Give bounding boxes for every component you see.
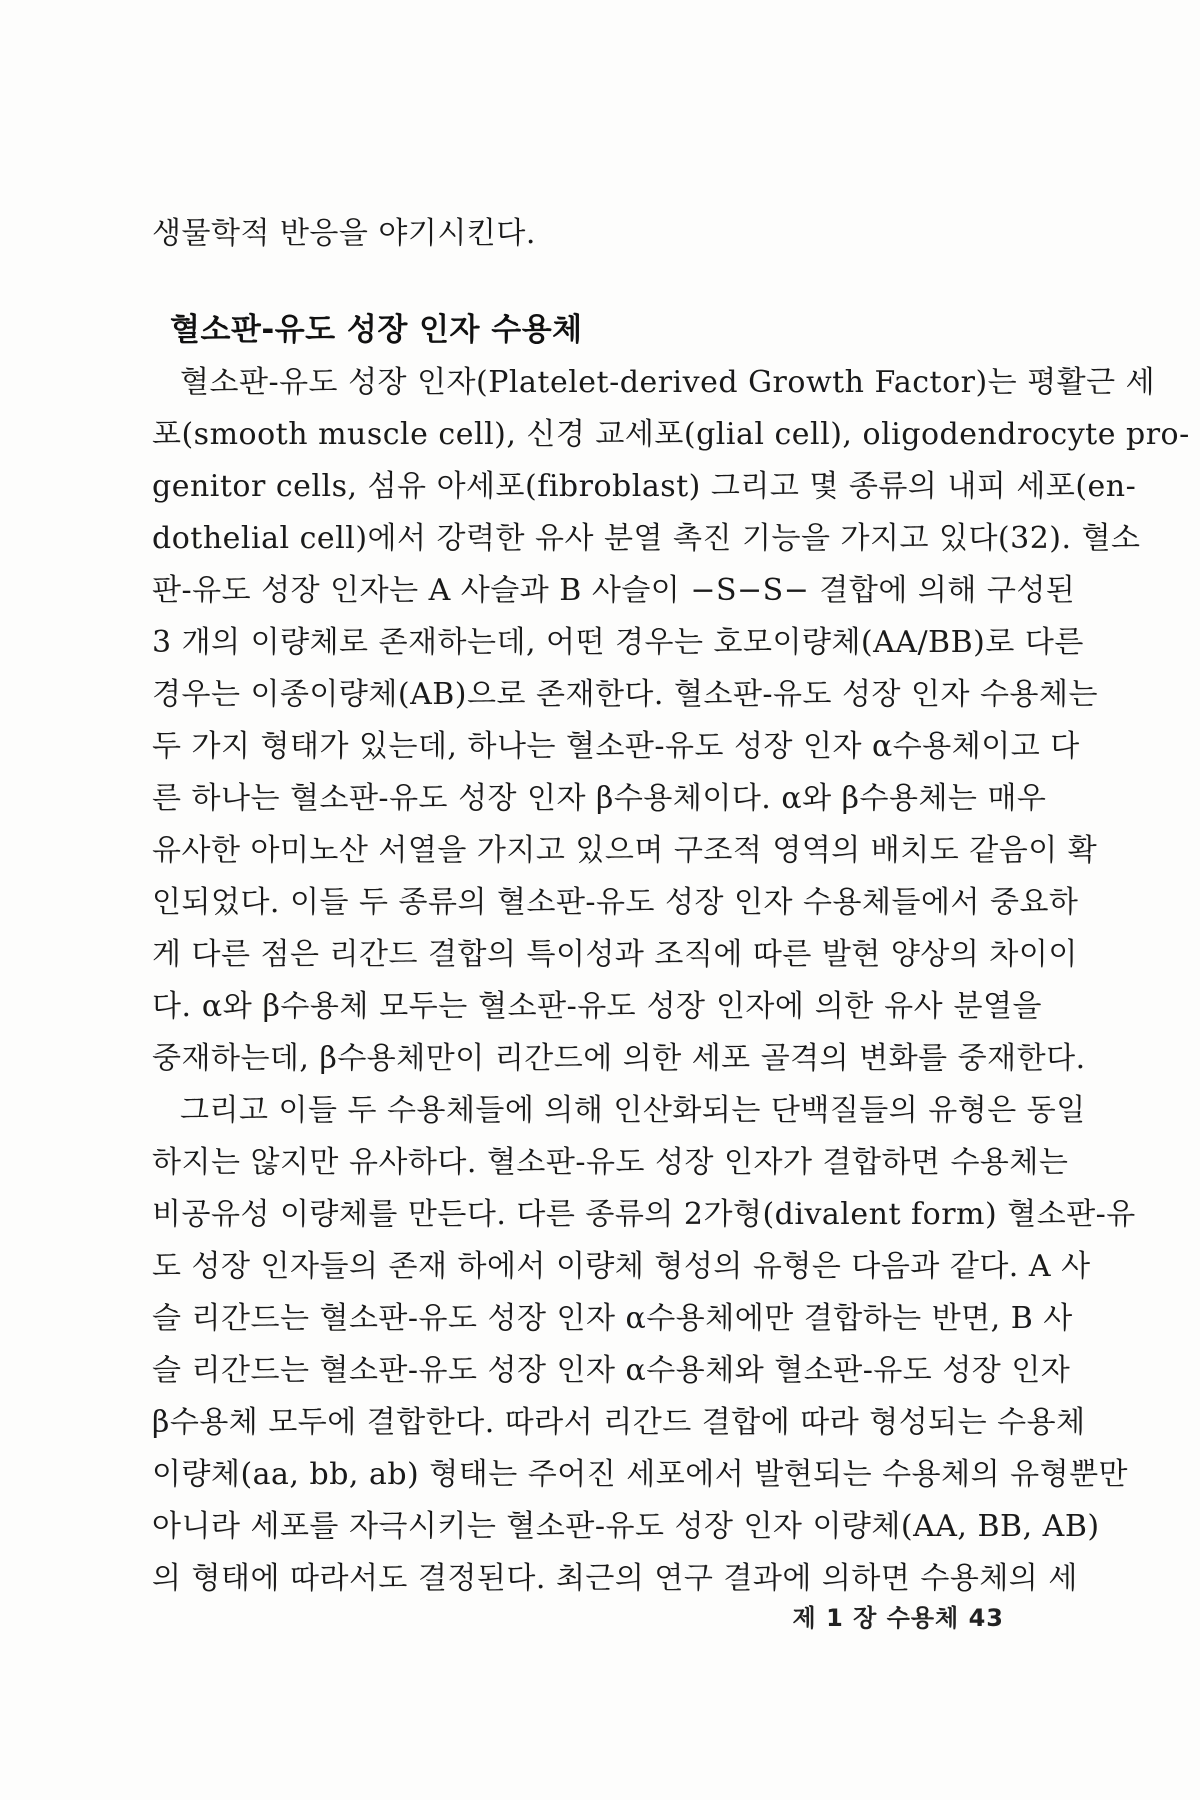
body-line: 인되었다. 이들 두 종류의 혈소판-유도 성장 인자 수용체들에서 중요하	[152, 885, 1079, 920]
body-line: 비공유성 이량체를 만든다. 다른 종류의 2가형(divalent form) 혈소판-유	[152, 1197, 1136, 1232]
body-text	[152, 357, 1190, 1605]
body-line: 하지는 않지만 유사하다. 혈소판-유도 성장 인자가 결합하면 수용체는	[152, 1145, 1069, 1180]
body-line: dothelial cell)에서 강력한 유사 분열 촉진 기능을 가지고 있다(32). 혈소	[152, 521, 1141, 556]
intro-paragraph	[152, 208, 1042, 260]
body-line: 포(smooth muscle cell), 신경 교세포(glial cell), oligodendrocyte pro-	[152, 417, 1190, 452]
body-line: 두 가지 형태가 있는데, 하나는 혈소판-유도 성장 인자 α수용체이고 다	[152, 729, 1080, 764]
body-line: 의 형태에 따라서도 결정된다. 최근의 연구 결과에 의하면 수용체의 세	[152, 1561, 1078, 1596]
section-heading: 혈소판-유도 성장 인자 수용체	[170, 312, 583, 348]
body-line: 도 성장 인자들의 존재 하에서 이량체 형성의 유형은 다음과 같다. A 사	[152, 1249, 1091, 1284]
page-footer: 제 1 장 수용체 43	[792, 1604, 1004, 1632]
body-line: 유사한 아미노산 서열을 가지고 있으며 구조적 영역의 배치도 같음이 확	[152, 833, 1098, 868]
body-line: 혈소판-유도 성장 인자(Platelet-derived Growth Factor)는 평활근 세	[180, 365, 1156, 400]
body-line: 게 다른 점은 리간드 결합의 특이성과 조직에 따른 발현 양상의 차이이	[152, 937, 1078, 972]
body-line: genitor cells, 섬유 아세포(fibroblast) 그리고 몇 종류의 내피 세포(en-	[152, 469, 1137, 504]
body-line: 중재하는데, β수용체만이 리간드에 의한 세포 골격의 변화를 중재한다.	[152, 1041, 1086, 1076]
body-line: 판-유도 성장 인자는 A 사슬과 B 사슬이 −S−S− 결합에 의해 구성된	[152, 573, 1076, 608]
body-line: 그리고 이들 두 수용체들에 의해 인산화되는 단백질들의 유형은 동일	[180, 1093, 1086, 1128]
body-line: 다. α와 β수용체 모두는 혈소판-유도 성장 인자에 의한 유사 분열을	[152, 989, 1042, 1024]
body-line: 슬 리간드는 혈소판-유도 성장 인자 α수용체에만 결합하는 반면, B 사	[152, 1301, 1073, 1336]
body-line: 른 하나는 혈소판-유도 성장 인자 β수용체이다. α와 β수용체는 매우	[152, 781, 1047, 816]
body-line: 아니라 세포를 자극시키는 혈소판-유도 성장 인자 이량체(AA, BB, AB)	[152, 1509, 1100, 1544]
intro-line: 생물학적 반응을 야기시킨다.	[152, 216, 536, 251]
body-line: 슬 리간드는 혈소판-유도 성장 인자 α수용체와 혈소판-유도 성장 인자	[152, 1353, 1071, 1388]
body-line: 이량체(aa, bb, ab) 형태는 주어진 세포에서 발현되는 수용체의 유형뿐만	[152, 1457, 1129, 1492]
body-line: 경우는 이종이량체(AB)으로 존재한다. 혈소판-유도 성장 인자 수용체는	[152, 677, 1098, 712]
body-line: β수용체 모두에 결합한다. 따라서 리간드 결합에 따라 형성되는 수용체	[152, 1405, 1086, 1440]
body-line: 3 개의 이량체로 존재하는데, 어떤 경우는 호모이량체(AA/BB)로 다른	[152, 625, 1084, 660]
